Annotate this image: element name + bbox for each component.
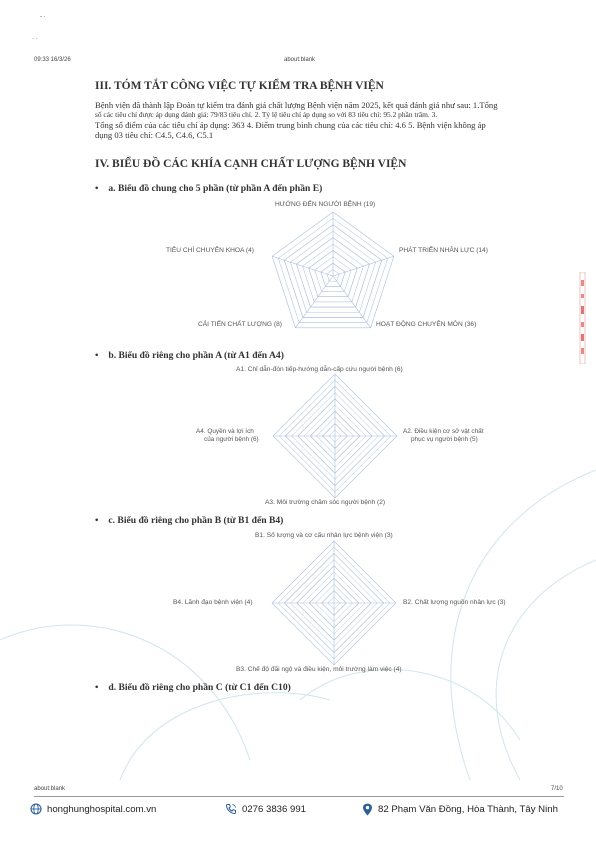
- chart-c-grid-hatch: [328, 597, 334, 603]
- chart-c-grid-hatch: [278, 603, 334, 659]
- chart-c-grid-hatch: [334, 603, 384, 653]
- chart-c-axis-label-1: B1. Số lượng và cơ cấu nhân lực bệnh viện (3): [255, 532, 393, 539]
- chart-c-axis-label-3: B3. Chế độ đãi ngộ và điều kiện, môi trường làm việc (4): [236, 666, 402, 673]
- contact-address[interactable]: [362, 803, 558, 816]
- chart-c-grid-hatch: [334, 560, 377, 603]
- paragraph-line-1: Bệnh viện đã thành lập Đoàn tự kiểm tra đánh giá chất lượng Bệnh viện năm 2025, kết quả đánh giá như sau: 1.Tổng: [95, 100, 498, 110]
- section4-heading: IV. BIỂU ĐỒ CÁC KHÍA CẠNH CHẤT LƯỢNG BỆNH VIỆN: [95, 158, 407, 170]
- section3-heading: III. TÓM TẮT CÔNG VIỆC TỰ KIỂM TRA BỆNH VIỆN: [95, 80, 384, 92]
- bullet: •: [95, 350, 99, 361]
- chart-a-axis-label-1: HƯỚNG ĐẾN NGƯỜI BỆNH (19): [275, 201, 376, 208]
- chart-c-grid-hatch: [322, 603, 334, 615]
- chart-c-grid-hatch: [297, 603, 334, 640]
- paragraph-line-3: Tổng số điểm của các tiêu chí áp dụng: 363 4. Điểm trung bình chung của các tiêu chí: 4.6 5. Bệnh viện không áp: [95, 120, 486, 130]
- chart-b-title-text: b. Biểu đồ riêng cho phần A (từ A1 đến A4): [108, 350, 284, 361]
- footer-url: about:blank: [34, 786, 66, 792]
- chart-c-title-text: c. Biểu đồ riêng cho phần B (từ B1 đến B4): [108, 515, 284, 526]
- chart-c-grid-hatch: [334, 572, 365, 603]
- chart-c-grid-hatch: [334, 591, 346, 603]
- chart-c-grid-hatch: [303, 603, 334, 634]
- chart-b-axis-label-2a: A2. Điều kiện cơ sở vật chất: [403, 428, 484, 435]
- chart-c-grid-hatch: [309, 603, 334, 628]
- footer-divider: [34, 796, 564, 797]
- chart-a-title-text: a. Biểu đồ chung cho 5 phần (từ phần A đến phần E): [108, 183, 323, 194]
- globe-icon: [30, 803, 42, 815]
- chart-b-axis-label-4a: A4. Quyền và lợi ích: [196, 428, 254, 435]
- chart-c-grid-hatch: [278, 547, 334, 603]
- bullet: •: [95, 183, 99, 194]
- chart-c-grid-hatch: [284, 603, 334, 653]
- chart-c-grid-hatch: [334, 603, 377, 646]
- corner-mark: - ·: [40, 14, 46, 20]
- chart-c-grid-hatch: [328, 603, 334, 609]
- chart-a-axis-label-3: HOẠT ĐỘNG CHUYÊN MÔN (36): [376, 321, 477, 328]
- chart-b-axis-label-4b: của người bệnh (6): [204, 436, 259, 443]
- chart-c-grid-hatch: [334, 547, 390, 603]
- chart-c-grid-hatch: [309, 578, 334, 603]
- chart-d-title-text: d. Biểu đồ riêng cho phần C (từ C1 đến C10): [108, 682, 291, 693]
- chart-c-grid-hatch: [297, 566, 334, 603]
- contact-phone[interactable]: [225, 803, 306, 815]
- bullet: •: [95, 515, 99, 526]
- chart-b-axis-label-3: A3. Môi trường chăm sóc người bệnh (2): [265, 499, 386, 506]
- chart-c-grid-hatch: [334, 603, 365, 634]
- header-page-title: about:blank: [284, 57, 316, 63]
- chart-c-grid-hatch: [334, 603, 390, 659]
- paragraph-line-2: số các tiêu chí được áp dụng đánh giá: 79/83 tiêu chí. 2. Tỷ lệ tiêu chí áp dụng so với 83 tiêu chí: 95.2 phần trăm. 3.: [95, 110, 438, 119]
- map-pin-icon: [362, 803, 373, 816]
- website-text: honghunghospital.com.vn: [47, 803, 157, 815]
- chart-c-grid-hatch: [334, 597, 340, 603]
- chart-c-grid-hatch: [334, 553, 384, 603]
- chart-c-grid-hatch: [334, 603, 359, 628]
- phone-text: 0276 3836 991: [242, 803, 307, 815]
- chart-a-axis-label-4: CẢI TIẾN CHẤT LƯỢNG (8): [198, 321, 282, 328]
- footer-page-number: 7/10: [551, 786, 563, 792]
- chart-a-axis-label-2: PHÁT TRIỂN NHÂN LỰC (14): [399, 247, 488, 254]
- chart-d-title: [95, 682, 291, 693]
- chart-c-grid-hatch: [322, 591, 334, 603]
- chart-c-grid-hatch: [334, 603, 371, 640]
- chart-b-axis-label-1: A1. Chỉ dẫn-đón tiếp-hướng dẫn-cấp cứu người bệnh (6): [236, 366, 403, 373]
- chart-c-grid-hatch: [334, 578, 359, 603]
- bullet: •: [95, 682, 99, 693]
- chart-c-grid-hatch: [334, 603, 340, 609]
- chart-c-grid-hatch: [334, 566, 371, 603]
- chart-c-grid-hatch: [291, 603, 334, 646]
- paragraph-line-4: dụng 03 tiêu chí: C4.5, C4.6, C5.1: [95, 130, 214, 140]
- chart-c-grid-hatch: [303, 572, 334, 603]
- header-datetime: 09:33 16/3/26: [34, 57, 71, 63]
- chart-c-grid-hatch: [334, 603, 346, 615]
- chart-c-axis-label-2: B2. Chất lượng nguồn nhân lực (3): [403, 599, 506, 606]
- chart-a-axis-label-5: TIÊU CHÍ CHUYÊN KHOA (4): [166, 247, 254, 254]
- corner-mark-2: · ·: [32, 36, 38, 42]
- chart-c-axis-label-4: B4. Lãnh đạo bệnh viện (4): [173, 599, 253, 606]
- chart-b-axis-label-2b: phục vụ người bệnh (5): [411, 436, 478, 443]
- phone-icon: [225, 803, 237, 815]
- chart-c-grid-hatch: [291, 560, 334, 603]
- address-text: 82 Phạm Văn Đồng, Hòa Thành, Tây Ninh: [378, 804, 558, 815]
- chart-c-grid-hatch: [284, 553, 334, 603]
- contact-website[interactable]: [30, 803, 156, 815]
